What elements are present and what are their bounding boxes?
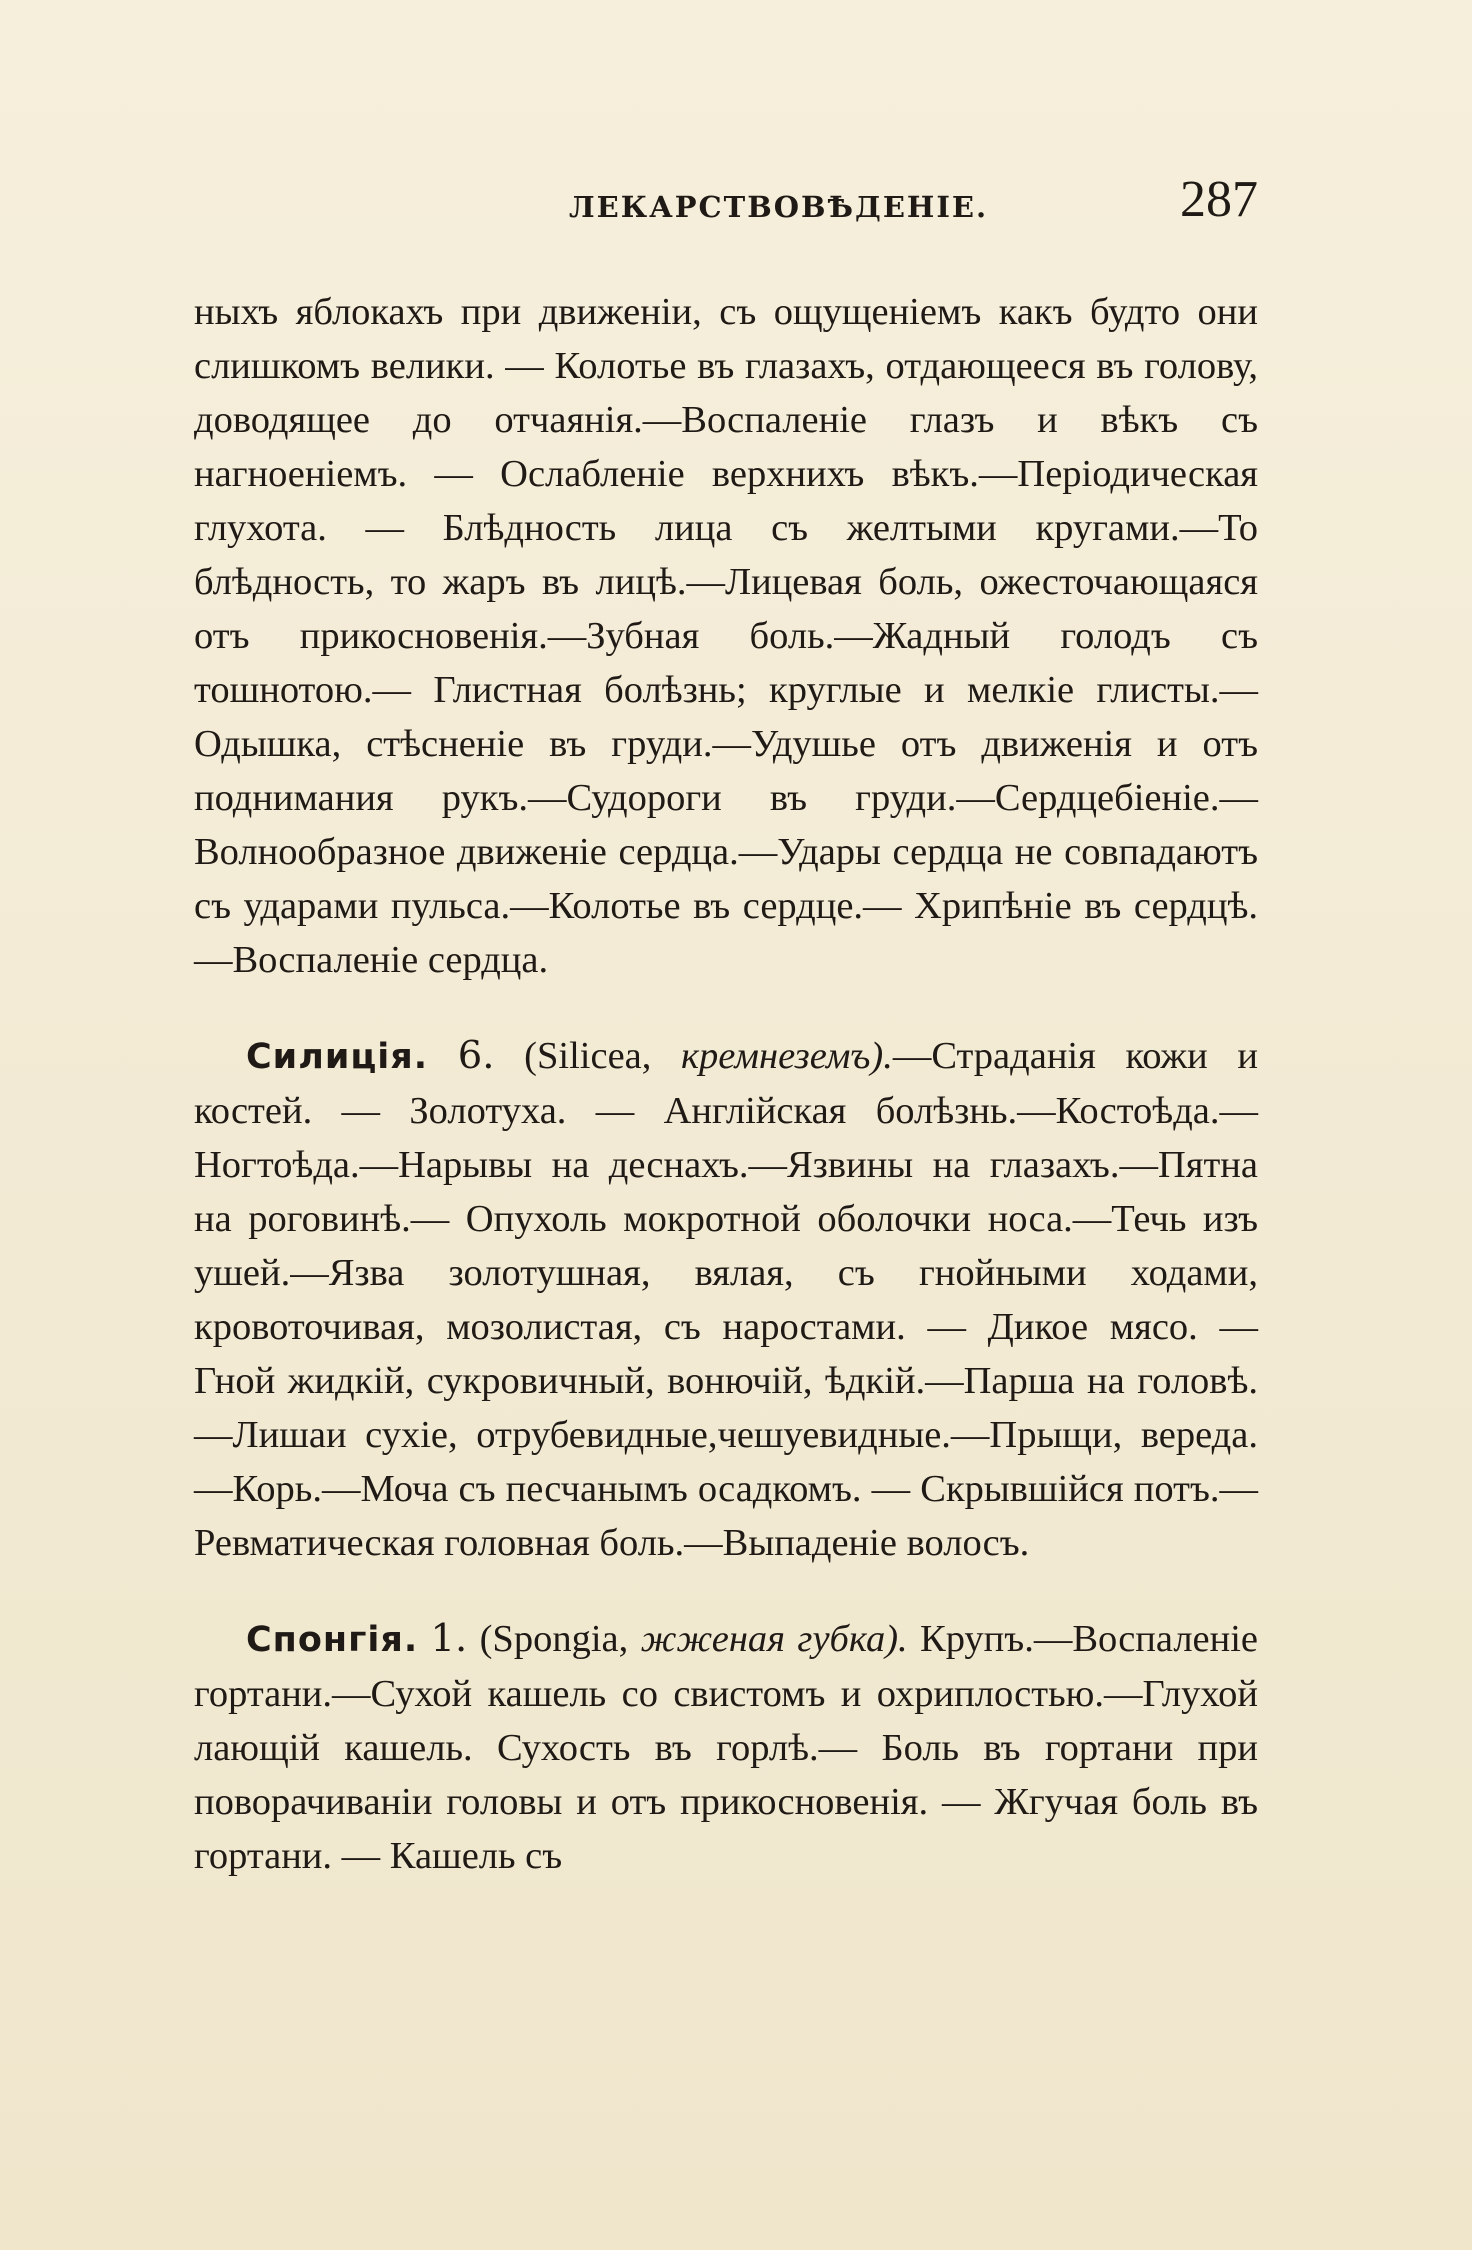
entry-latin-name: (Spongia, [479,1618,629,1660]
entry-text: —Страданія кожи и костей. — Золотуха. — Англійская болѣзнь.—Костоѣда.—Ногтоѣда.—Нарывы на деснахъ.—Язвины на глазахъ.—Пятна на роговинѣ.— Опухоль мокротной оболочки носа.—Течь изъ ушей.—Язва золотушная, вялая, съ гнойными ходами, кровоточивая, мозолистая, съ наростами. — Дикое мясо. — Гной жидкій, сукровичный, вонючій, ѣдкій.—Парша на головѣ.—Лишаи сухіе, отрубевидные,чешуевидные.—Прыщи, вереда.—Корь.—Моча съ песчанымъ осадкомъ. — Скрывшійся потъ.— Ревматическая головная боль.—Выпаденіе волосъ. [194,1035,1259,1564]
entry-text: Крупъ.—Воспаленіе гортани.—Сухой кашель со свистомъ и охриплостью.—Глухой лающій кашель. Сухость въ горлѣ.— Боль въ гортани при поворачиваніи головы и отъ прикосновенія. — Жгучая боль въ гортани. — Кашель съ [194,1618,1259,1877]
continuation-paragraph [194,285,1258,987]
paragraph-text: ныхъ яблокахъ при движеніи, съ ощущеніемъ какъ будто они слишкомъ велики. — Колотье въ глазахъ, отдающееся въ голову, доводящее до отчаянія.—Воспаленіе глазъ и вѣкъ съ нагноеніемъ. — Ослабленіе верхнихъ вѣкъ.—Періодическая глухота. — Блѣдность лица съ желтыми кругами.—То блѣдность, то жаръ въ лицѣ.—Лицевая боль, ожесточающаяся отъ прикосновенія.—Зубная боль.—Жадный голодъ съ тошнотою.— Глистная болѣзнь; круглые и мелкіе глисты.—Одышка, стѣсненіе въ груди.—Удушье отъ движенія и отъ поднимания рукъ.—Судороги въ груди.—Сердцебіеніе.— Волнообразное движеніе сердца.—Удары сердца не совпадаютъ съ ударами пульса.—Колотье въ сердце.— Хрипѣніе въ сердцѣ.—Воспаленіе сердца. [194,291,1258,981]
page-number: 287 [1180,171,1258,228]
entry-dose: 6. [457,1033,495,1078]
entry-heading: Силиція. [246,1037,429,1077]
running-title: ЛЕКАРСТВОВѢДЕНІЕ. [569,190,989,224]
entry-heading: Спонгія. [246,1620,419,1660]
running-head [194,170,1258,230]
entry-gloss: жженая губка). [640,1618,908,1660]
entry-spongia [194,1612,1258,1883]
body-text [194,285,1258,1925]
entry-silicea [194,1029,1258,1570]
entry-latin-name: (Silicea, [524,1035,652,1077]
entry-dose: 1. [430,1616,468,1661]
entry-gloss: кремнеземъ). [681,1035,893,1077]
